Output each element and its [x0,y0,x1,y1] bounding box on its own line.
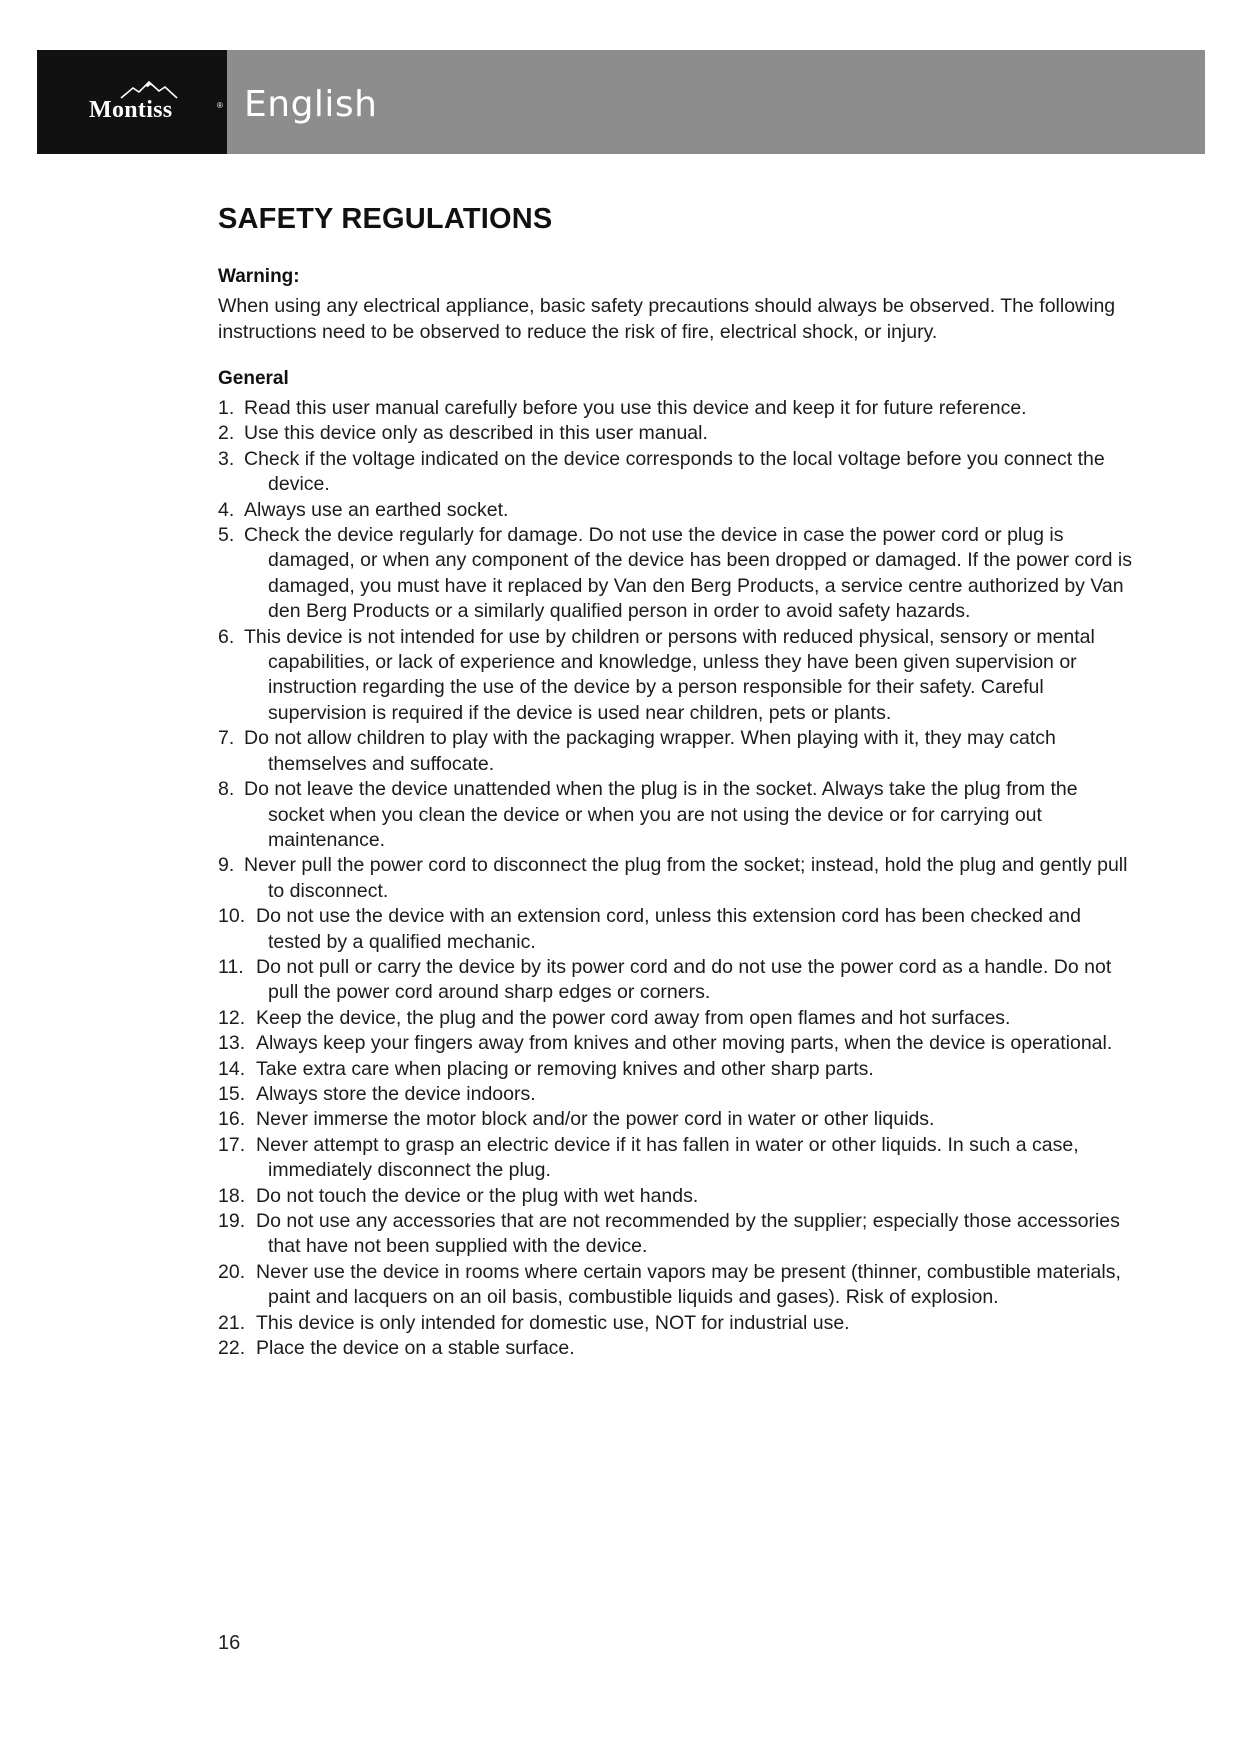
list-item-text: Always use an earthed socket. [244,498,509,521]
list-item-text: Check the device regularly for damage. Do not use the device in case the power cord or plug is damaged, or when any component of the device has been dropped or damaged. If the power cord is damaged, you must have it replaced by Van den Berg Products, a service centre authorized by Van den Berg Products or a similarly qualified person in order to avoid safety hazards. [244,524,1132,623]
list-item-number: 15. [218,1082,246,1105]
list-item [218,777,1138,853]
brand-logo [37,50,227,154]
list-item [218,625,1138,727]
warning-text: When using any electrical appliance, basic safety precautions should always be observed. The following instructions need to be observed to reduce the risk of fire, electrical shock, or injury. [218,295,1116,343]
list-item-number: 20. [218,1260,246,1283]
list-item [218,396,1138,421]
list-item-text: This device is not intended for use by children or persons with reduced physical, sensory or mental capabilities, or lack of experience and knowledge, unless they have been given supervision or instruction regarding the use of the device by a person responsible for their safety. Careful supervision is required if the device is used near children, pets or plants. [244,625,1095,724]
list-item [218,1107,1138,1132]
list-item-text: Do not allow children to play with the packaging wrapper. When playing with it, they may catch themselves and suffocate. [244,727,1056,775]
list-item-number: 9. [218,854,235,877]
list-item [218,726,1138,777]
list-item-number: 11. [218,955,244,978]
list-item [218,1336,1138,1361]
list-item-text: Use this device only as described in this user manual. [244,422,708,445]
list-item-number: 6. [218,625,235,648]
list-item-number: 14. [218,1057,246,1080]
list-item-number: 12. [218,1006,246,1029]
list-item-text: Read this user manual carefully before you use this device and keep it for future reference. [244,397,1027,419]
list-item-text: Never pull the power cord to disconnect the plug from the socket; instead, hold the plug and gently pull to disconnect. [244,854,1128,902]
list-item-text: Do not use the device with an extension cord, unless this extension cord has been checked and tested by a qualified mechanic. [256,905,1081,953]
list-item [218,447,1138,498]
list-item [218,421,1138,446]
list-item-text: Never use the device in rooms where certain vapors may be present (thinner, combustible materials, paint and lacquers on an oil basis, combustible liquids and gases). Risk of explosion. [256,1260,1121,1309]
general-heading: General [218,368,289,389]
list-item [218,1133,1138,1184]
list-item [218,853,1138,904]
list-item-text: Do not pull or carry the device by its power cord and do not use the power cord as a handle. Do not pull the power cord around sharp edges or corners. [256,955,1112,1004]
list-item [218,1311,1138,1336]
list-item [218,1082,1138,1107]
list-item [218,1209,1138,1260]
list-item [218,904,1138,955]
list-item [218,1057,1138,1082]
list-item-text: Do not touch the device or the plug with wet hands. [256,1184,699,1207]
brand-name: Montiss [89,97,173,123]
page-title: SAFETY REGULATIONS [218,203,553,235]
list-item [218,1006,1138,1031]
page-number: 16 [218,1632,241,1654]
list-item [218,1184,1138,1209]
list-item-text: Place the device on a stable surface. [256,1337,575,1360]
safety-list [218,396,1138,1361]
list-item [218,1260,1138,1311]
list-item [218,1031,1138,1056]
list-item-text: Do not use any accessories that are not recommended by the supplier; especially those accessories that have not been supplied with the device. [256,1210,1120,1258]
language-label: English [244,84,378,125]
list-item-number: 10. [218,905,246,928]
list-item-number: 18. [218,1184,246,1207]
list-item-number: 22. [218,1337,246,1360]
list-item-number: 21. [218,1311,246,1334]
list-item-number: 13. [218,1032,246,1055]
list-item-number: 8. [218,778,235,801]
list-item-text: Keep the device, the plug and the power cord away from open flames and hot surfaces. [256,1006,1011,1029]
list-item-text: Take extra care when placing or removing knives and other sharp parts. [256,1057,874,1080]
list-item-text: Never immerse the motor block and/or the power cord in water or other liquids. [256,1108,935,1131]
registered-mark: ® [217,101,223,110]
list-item-number: 7. [218,727,235,750]
list-item-text: Check if the voltage indicated on the device corresponds to the local voltage before you connect the device. [244,447,1105,496]
list-item-number: 17. [218,1133,246,1156]
list-item-number: 19. [218,1210,246,1232]
warning-heading: Warning: [218,266,300,287]
list-item [218,955,1138,1006]
list-item-number: 16. [218,1108,246,1131]
list-item [218,523,1138,625]
page-header [37,50,1205,154]
list-item-number: 3. [218,447,235,470]
list-item-number: 1. [218,397,235,419]
list-item [218,498,1138,523]
list-item-text: Always keep your fingers away from knives and other moving parts, when the device is operational. [256,1032,1113,1055]
list-item-text: Do not leave the device unattended when the plug is in the socket. Always take the plug from the socket when you clean the device or when you are not using the device or for carrying out maintenance. [244,778,1078,851]
list-item-text: Never attempt to grasp an electric device if it has fallen in water or other liquids. In such a case, immediately disconnect the plug. [256,1133,1079,1182]
list-item-text: Always store the device indoors. [256,1082,536,1105]
list-item-text: This device is only intended for domestic use, NOT for industrial use. [256,1311,850,1334]
list-item-number: 4. [218,498,235,521]
list-item-number: 2. [218,422,235,445]
list-item-number: 5. [218,524,235,547]
